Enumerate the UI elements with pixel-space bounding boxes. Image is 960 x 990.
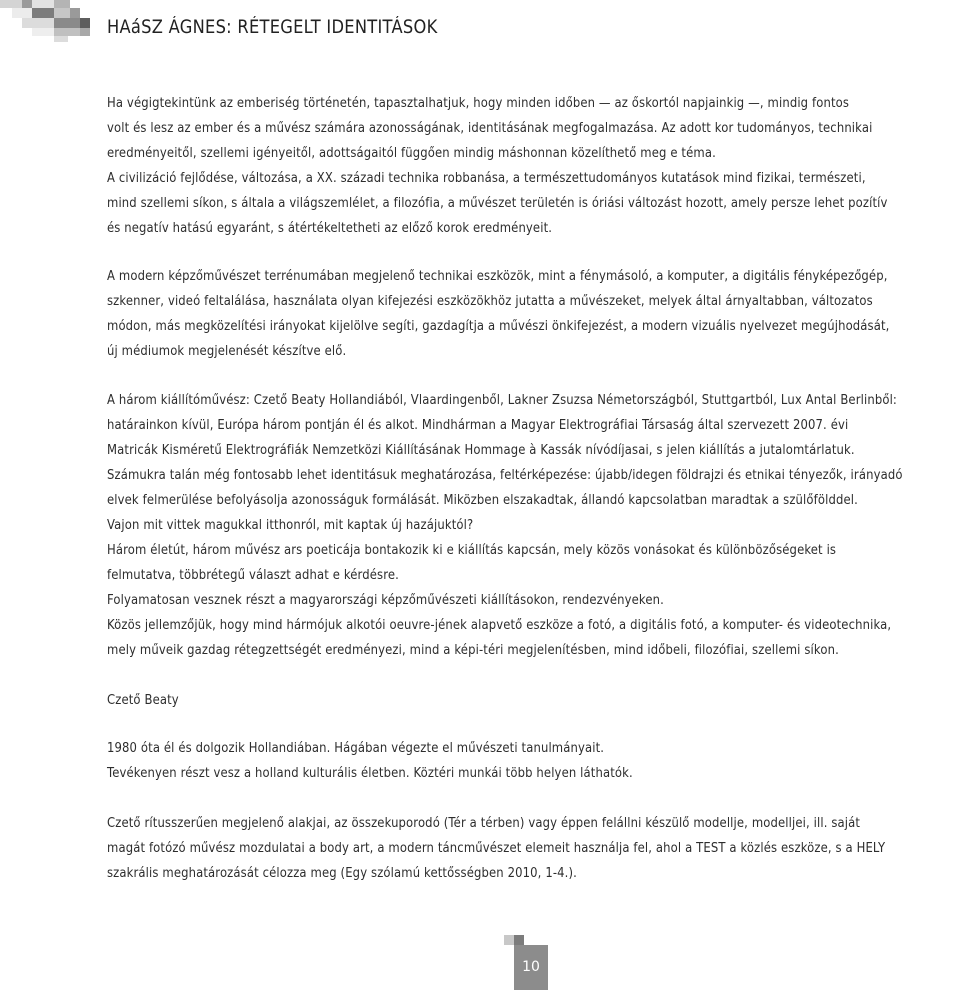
text-line: határainkon kívül, Európa három pontján él és alkot. Mindhárman a Magyar Elektrográfiai Társaság által szervezett 2007. évi bbox=[107, 418, 849, 433]
page-number: 10 bbox=[514, 945, 548, 990]
page-number-deco bbox=[504, 935, 514, 945]
page-number-box bbox=[504, 935, 548, 990]
text-line: szkenner, videó feltalálása, használata olyan kifejezési eszközökhöz jutatta a művészeket, melyek által árnyaltabban, változatos bbox=[107, 294, 873, 309]
text-line: A modern képzőművészet terrénumában megjelenő technikai eszközök, mint a fénymásoló, a komputer, a digitális fényképezőgép, bbox=[107, 269, 888, 284]
text-line: Matricák Kisméretű Elektrográfiák Nemzetközi Kiállításának Hommage à Kassák nívódíjasai, s jelen kiállítás a jutalomtárlatuk. bbox=[107, 443, 855, 458]
corner-decoration bbox=[0, 0, 100, 50]
text-line: Ha végigtekintünk az emberiség történetén, tapasztalhatjuk, hogy minden időben — az őskortól napjainkig —, mindig fontos bbox=[107, 96, 850, 111]
text-line: Közös jellemzőjük, hogy mind hármójuk alkotói oeuvre-jének alapvető eszköze a fotó, a digitális fotó, a komputer- és videotechnika, bbox=[107, 618, 892, 633]
section-heading: Czető Beaty bbox=[107, 693, 179, 708]
text-line: magát fotózó művész mozdulatai a body art, a modern táncművészet elemeit használja fel, ahol a TEST a közlés eszköze, s a HELY bbox=[107, 841, 886, 856]
text-line: Vajon mit vittek magukkal itthonról, mit kaptak új hazájuktól? bbox=[107, 518, 474, 533]
text-line: felmutatva, többrétegű választ adhat e kérdésre. bbox=[107, 568, 399, 583]
text-line: mind szellemi síkon, s általa a világszemlélet, a filozófia, a művészet területén is óriási változást hozott, amely persze lehet pozítív bbox=[107, 196, 888, 211]
paragraph-intro bbox=[107, 91, 960, 241]
text-line: A civilizáció fejlődése, változása, a XX. századi technika robbanása, a természettudományos kutatások mind fizikai, természeti, bbox=[107, 171, 866, 186]
text-line: volt és lesz az ember és a művész számára azonosságának, identitásának megfogalmazása. Az adott kor tudományos, technikai bbox=[107, 121, 873, 136]
text-line: Folyamatosan vesznek részt a magyarországi képzőművészeti kiállításokon, rendezvényeken. bbox=[107, 593, 664, 608]
paragraph-closing bbox=[107, 811, 960, 886]
text-line: 1980 óta él és dolgozik Hollandiában. Hágában végezte el művészeti tanulmányait. bbox=[107, 741, 605, 756]
text-line: Számukra talán még fontosabb lehet identitásuk meghatározása, feltérképezése: újabb/idegen földrajzi és etnikai tényezők, irányadó bbox=[107, 468, 903, 483]
text-line: A három kiállítóművész: Czető Beaty Hollandiából, Vlaardingenből, Lakner Zsuzsa Németországból, Stuttgartból, Lux Antal Berlinből: bbox=[107, 393, 897, 408]
text-line: és negatív hatású egyaránt, s átértékeltetheti az előző korok eredményeit. bbox=[107, 221, 553, 236]
text-line: mely műveik gazdag rétegzettségét eredményezi, mind a képi-téri megjelenítésben, mind időbeli, filozófiai, szellemi síkon. bbox=[107, 643, 839, 658]
text-line: Három életút, három művész ars poeticája bontakozik ki e kiállítás kapcsán, mely közös vonásokat és különbözőségeket is bbox=[107, 543, 837, 558]
text-line: Tevékenyen részt vesz a holland kulturális életben. Köztéri munkái több helyen láthatók. bbox=[107, 766, 633, 781]
text-line: szakrális meghatározását célozza meg (Egy szólamú kettősségben 2010, 1-4.). bbox=[107, 866, 577, 881]
section-heading-wrapper bbox=[107, 688, 960, 713]
text-line: elvek felmerülése befolyásolja azonosságuk formálását. Miközben elszakadtak, állandó kapcsolatban maradtak a szülőfölddel. bbox=[107, 493, 858, 508]
paragraph-modern-art bbox=[107, 264, 960, 364]
paragraph-artists bbox=[107, 388, 960, 663]
text-line: új médiumok megjelenését készítve elő. bbox=[107, 344, 347, 359]
page-header-title: HAáSZ ÁGNES: RÉTEGELT IDENTITÁSOK bbox=[107, 17, 438, 38]
page-number-deco bbox=[514, 935, 524, 945]
paragraph-bio bbox=[107, 736, 960, 786]
text-line: Czető rítusszerűen megjelenő alakjai, az összekuporodó (Tér a térben) vagy éppen felállni készülő modellje, modelljei, ill. saját bbox=[107, 816, 861, 831]
text-line: eredményeitől, szellemi igényeitől, adottságaitól függően mindig máshonnan közelíthető meg e téma. bbox=[107, 146, 716, 161]
text-line: módon, más megközelítési irányokat kijelölve segíti, gazdagítja a művészi önkifejezést, a modern vizuális nyelvezet megújhodását, bbox=[107, 319, 890, 334]
